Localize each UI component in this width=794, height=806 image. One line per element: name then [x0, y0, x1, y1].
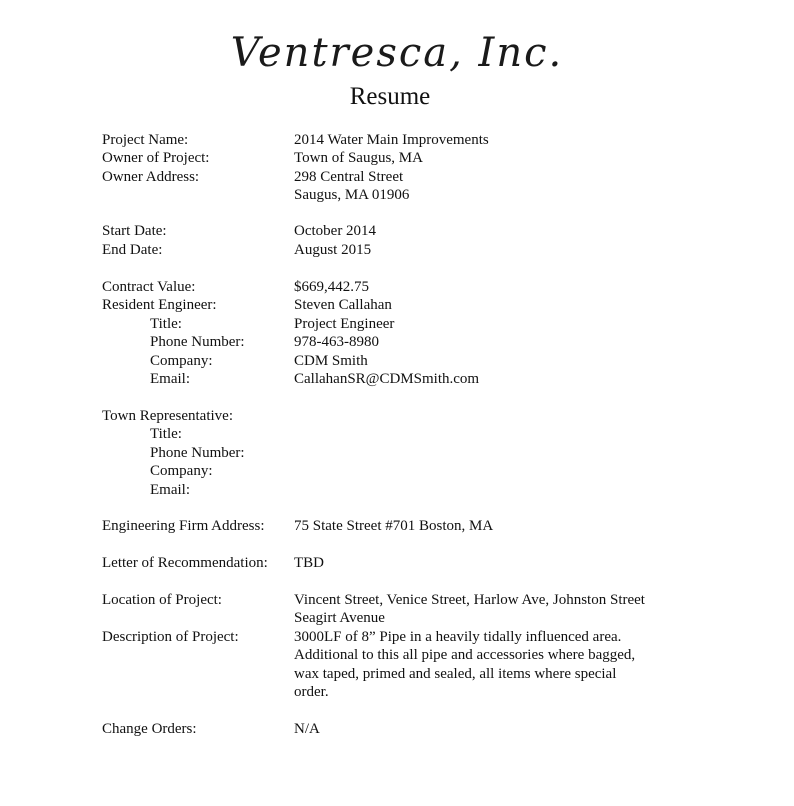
change-orders-label: Change Orders: [102, 721, 197, 737]
re-email-label: Email: [150, 371, 190, 387]
end-date-label: End Date: [102, 242, 163, 258]
town-rep-email-label: Email: [150, 482, 190, 498]
description-line1: 3000LF of 8” Pipe in a heavily tidally influenced area. [294, 629, 622, 645]
engineering-firm-label: Engineering Firm Address: [102, 518, 265, 534]
re-phone-value: 978-463-8980 [294, 334, 379, 350]
project-name-label: Project Name: [102, 132, 189, 148]
re-email-value: CallahanSR@CDMSmith.com [294, 371, 480, 387]
engineering-firm-value: 75 State Street #701 Boston, MA [294, 518, 494, 534]
description-line4: order. [294, 684, 329, 700]
resident-engineer-label: Resident Engineer: [102, 297, 217, 313]
location-line1: Vincent Street, Venice Street, Harlow Ave, Johnston Street [294, 592, 645, 608]
contract-value: $669,442.75 [294, 279, 369, 295]
page-title: Resume [349, 83, 431, 110]
re-company-label: Company: [150, 353, 213, 369]
re-title-label: Title: [150, 316, 182, 332]
town-rep-title-label: Title: [150, 426, 182, 442]
end-date-value: August 2015 [294, 242, 372, 258]
description-line2: Additional to this all pipe and accessories where bagged, [294, 647, 636, 663]
start-date-label: Start Date: [102, 223, 167, 239]
re-title-value: Project Engineer [294, 316, 395, 332]
resident-engineer-name: Steven Callahan [294, 297, 392, 313]
owner-address-label: Owner Address: [102, 169, 200, 185]
owner-label: Owner of Project: [102, 150, 210, 166]
recommendation-value: TBD [294, 555, 324, 571]
change-orders-value: N/A [294, 721, 320, 737]
re-phone-label: Phone Number: [150, 334, 245, 350]
start-date-value: October 2014 [294, 223, 377, 239]
town-rep-company-label: Company: [150, 463, 213, 479]
location-label: Location of Project: [102, 592, 222, 608]
re-company-value: CDM Smith [294, 353, 368, 369]
location-line2: Seagirt Avenue [294, 610, 385, 626]
contract-value-label: Contract Value: [102, 279, 196, 295]
recommendation-label: Letter of Recommendation: [102, 555, 268, 571]
owner-address-line1: 298 Central Street [294, 169, 404, 185]
town-rep-phone-label: Phone Number: [150, 445, 245, 461]
description-line3: wax taped, primed and sealed, all items where special [294, 666, 617, 682]
description-label: Description of Project: [102, 629, 239, 645]
project-name-value: 2014 Water Main Improvements [294, 132, 489, 148]
town-rep-label: Town Representative: [102, 408, 233, 424]
owner-value: Town of Saugus, MA [294, 150, 423, 166]
company-logo: Ventresca, Inc. [230, 30, 564, 76]
owner-address-line2: Saugus, MA 01906 [294, 187, 410, 203]
